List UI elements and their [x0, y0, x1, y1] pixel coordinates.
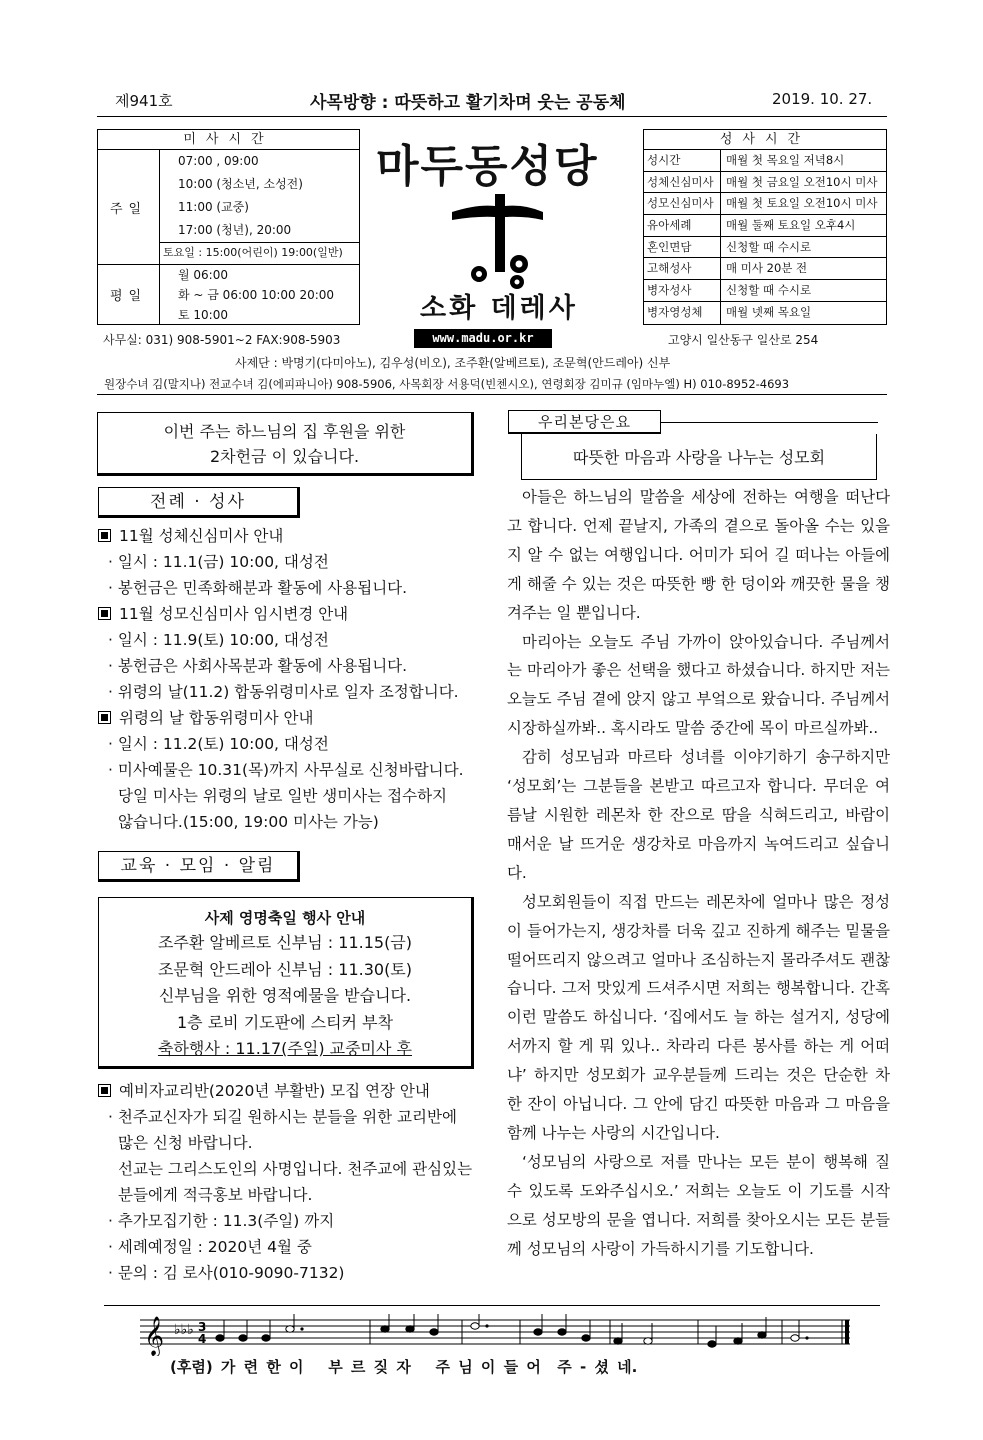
issue-number: 제941호 [115, 92, 173, 110]
sacrament-value: 매월 넷째 목요일 [726, 304, 812, 319]
staff-line: 원장수녀 김(말지나) 전교수녀 김(에피파니아) 908-5906, 사목회장 서용덕(빈첸시오), 연령회장 김미규 (임마누엘) H) 010-8952-4693 [104, 377, 790, 391]
sacrament-key: 성체신심미사 [644, 172, 721, 193]
list-item: · 추가모집기한 : 11.3(주일) 까지 [108, 1212, 335, 1230]
sacrament-value: 매월 첫 목요일 저녁8시 [726, 153, 845, 167]
office-contact: 사무실: 031) 908-5901~2 FAX:908-5903 [103, 333, 341, 347]
section-liturgy-title: 전례 · 성사 [98, 487, 300, 518]
list-item [98, 601, 483, 627]
weekday-time-2: 화 ~ 금 06:00 10:00 20:00 [178, 288, 335, 302]
sacrament-key: 유아세례 [644, 215, 721, 236]
sunday-time-1: 07:00 , 09:00 [178, 154, 259, 168]
list-item: · 봉헌금은 민족화해분과 활동에 사용됩니다. [108, 579, 408, 597]
cross-rose-logo [447, 190, 547, 290]
article-tab: 우리본당은요 [508, 410, 661, 434]
list-item [98, 705, 483, 731]
feast-event-line: 신부님을 위한 영적예물을 받습니다. [158, 986, 412, 1005]
list-item [98, 1078, 483, 1104]
list-item: 분들에게 적극홍보 바랍니다. [118, 1186, 313, 1204]
sacrament-times-box [643, 129, 887, 325]
article-paragraph: 아들은 하느님의 말씀을 세상에 전하는 여행을 떠난다고 합니다. 언제 끝날지, 가족의 곁으로 돌아올 수는 있을지 알 수 없는 여행입니다. 어미가 되어 길 떠나는 아들에게 해줄 수 있는 것은 따뜻한 빵 한 덩이와 깨끗한 물을 챙겨주는 일 뿐입니다. [507, 488, 890, 622]
offering-notice [97, 412, 474, 476]
list-item: 않습니다.(15:00, 19:00 미사는 가능) [118, 813, 379, 831]
sacrament-row [644, 302, 886, 324]
list-item: 선교는 그리스도인의 사명입니다. 천주교에 관심있는 [118, 1160, 473, 1178]
svg-text:4: 4 [198, 1332, 207, 1346]
mass-times-box [97, 129, 360, 325]
sacrament-value: 매월 둘째 토요일 오후4시 [726, 218, 856, 233]
list-item: · 천주교신자가 되길 원하시는 분들을 위한 교리반에 [108, 1108, 457, 1126]
contact-rule [97, 394, 887, 395]
feast-event-celebration: 축하행사 : 11.17(주일) 교중미사 후 [157, 1039, 413, 1058]
pastoral-motto: 사목방향 : 따뜻하고 활기차며 웃는 공동체 [310, 93, 626, 113]
website-url[interactable]: www.madu.or.kr [414, 329, 552, 348]
list-item: 많은 신청 바랍니다. [118, 1134, 253, 1152]
weekday-time-1: 월 06:00 [178, 268, 228, 282]
sacrament-row [644, 150, 886, 172]
sacrament-row [644, 172, 886, 194]
music-top-rule [104, 1305, 880, 1306]
list-item: · 일시 : 11.9(토) 10:00, 대성전 [108, 631, 329, 649]
music-staff [140, 1314, 852, 1356]
feast-event-line: 1층 로비 기도판에 스티커 부착 [177, 1012, 393, 1032]
list-item: · 봉헌금은 사회사목분과 활동에 사용됩니다. [108, 657, 408, 675]
priests-line: 사제단 : 박명기(다미아노), 김우성(비오), 조주환(알베르토), 조문혁(안드레아) 신부 [235, 356, 671, 370]
mass-times-title: 미사시간 [98, 130, 359, 150]
sacrament-key: 병자성사 [644, 280, 721, 301]
list-item [98, 523, 483, 549]
square-bullet-icon [98, 529, 111, 542]
hymn-lyrics: (후렴) 가 련 한 이 부 르 짖 자 주 님 이 들 어 주 - 셨 네. [170, 1358, 638, 1376]
church-address: 고양시 일산동구 일산로 254 [668, 333, 819, 347]
sunday-time-2: 10:00 (청소년, 소성전) [178, 177, 303, 191]
feast-event-line: 조주환 알베르토 신부님 : 11.15(금) [157, 933, 413, 952]
issue-date: 2019. 10. 27. [772, 90, 873, 108]
sacrament-key: 고해성사 [644, 258, 721, 279]
feast-event-title: 사제 영명축일 행사 안내 [204, 909, 366, 927]
church-name: 마두동성당 [376, 141, 599, 192]
list-item: · 일시 : 11.1(금) 10:00, 대성전 [108, 553, 329, 571]
article-tab-rule [660, 422, 878, 423]
sunday-time-3: 11:00 (교중) [178, 200, 249, 214]
square-bullet-icon [98, 1084, 111, 1097]
list-item: · 미사예물은 10.31(목)까지 사무실로 신청바랍니다. [108, 761, 464, 779]
sacrament-key: 성모신심미사 [644, 193, 721, 214]
item-heading: 11월 성모신심미사 임시변경 안내 [119, 605, 349, 623]
list-item: 당일 미사는 위령의 날로 일반 생미사는 접수하지 [118, 787, 448, 805]
sacrament-value: 매월 첫 금요일 오전10시 미사 [726, 174, 878, 189]
sacrament-key: 병자영성체 [644, 302, 721, 324]
offering-notice-line2: 2차헌금 이 있습니다. [209, 447, 360, 466]
article-paragraph: 마리아는 오늘도 주님 가까이 앉아있습니다. 주님께서는 마리아가 좋은 선택을 했다고 하셨습니다. 하지만 저는 오늘도 주님 곁에 앉지 않고 부엌으로 왔습니다. 주님께서 시장하실까봐.. 혹시라도 말씀 중간에 목이 마르실까봐.. [507, 632, 890, 738]
article-paragraph: ‘성모님의 사랑으로 저를 만나는 모든 분이 행복해 질 수 있도록 도와주십시오.’ 저희는 오늘도 이 기도를 시작으로 성모방의 문을 엽니다. 저희를 찾아오시는 모든 분들께 성모님의 사랑이 가득하시기를 기도합니다. [507, 1152, 890, 1258]
sunday-time-4: 17:00 (청년), 20:00 [178, 223, 292, 237]
sacrament-row [644, 237, 886, 259]
sacrament-value: 신청할 때 수시로 [726, 283, 812, 298]
svg-text:𝄞: 𝄞 [144, 1316, 165, 1356]
weekday-label: 평일 [98, 265, 160, 324]
sacrament-value: 신청할 때 수시로 [726, 239, 812, 254]
square-bullet-icon [98, 711, 111, 724]
feast-event-line: 조문혁 안드레아 신부님 : 11.30(토) [157, 959, 413, 979]
item-heading: 11월 성체신심미사 안내 [119, 527, 284, 545]
article-paragraph: 성모회원들이 직접 만드는 레몬차에 얼마나 많은 정성이 들어가는지, 생강차를 더욱 깊고 진하게 해주는 밑물을 떨어뜨리지 않으려고 얼마나 조심하는지 몰라주셔도 괜찮습니다. 그저 맛있게 드셔주시면 저희는 행복합니다. 간혹 이런 말씀도 하십니다. ‘집에서도 늘 하는 설거지, 성당에서까지 할 게 뭐 있나.. 차라리 다른 봉사를 하는 게 어떠냐’ 하지만 성모회가 교우분들께 드리는 것은 단순한 차 한 잔이 아닙니다. 그 안에 담긴 따뜻한 마음과 그 마음을 함께 나누는 사랑의 시간입니다. [507, 892, 890, 1142]
list-item: · 위령의 날(11.2) 합동위령미사로 일자 조정합니다. [108, 683, 459, 701]
weekday-time-3: 토 10:00 [178, 308, 228, 322]
feast-event-box [98, 897, 474, 1069]
sacrament-row [644, 258, 886, 280]
article-paragraph: 감히 성모님과 마르타 성녀를 이야기하기 송구하지만 ‘성모회’는 그분들을 본받고 따르고자 합니다. 무더운 여름날 시원한 레몬차 한 잔으로 땀을 식혀드리고, 바람이 매서운 날 뜨거운 생강차로 마음까지 녹여드리고 싶습니다. [507, 748, 890, 882]
square-bullet-icon [98, 607, 111, 620]
sacrament-value: 매 미사 20분 전 [726, 261, 808, 276]
offering-notice-line1: 이번 주는 하느님의 집 후원을 위한 [163, 422, 406, 441]
liturgy-items [98, 523, 483, 835]
sunday-label: 주일 [98, 150, 160, 264]
list-item: · 세례예정일 : 2020년 4월 중 [108, 1238, 312, 1256]
saturday-time: 토요일 : 15:00(어린이) 19:00(일반) [160, 242, 359, 263]
list-item: · 문의 : 김 로사(010-9090-7132) [108, 1264, 345, 1282]
sacrament-row [644, 215, 886, 237]
article-title: 따뜻한 마음과 사랑을 나누는 성모회 [521, 434, 877, 480]
item-heading: 위령의 날 합동위령미사 안내 [119, 709, 314, 727]
sacrament-key: 성시간 [644, 150, 721, 171]
svg-text:♭♭♭: ♭♭♭ [174, 1322, 194, 1338]
svg-text:3: 3 [198, 1320, 207, 1334]
sacrament-row [644, 280, 886, 302]
section-education-title: 교육 · 모임 · 알림 [98, 851, 300, 882]
sacrament-row [644, 193, 886, 215]
patron-saint: 소화 데레사 [420, 293, 578, 324]
sacrament-key: 혼인면담 [644, 237, 721, 258]
education-items [98, 1078, 483, 1286]
list-item: · 일시 : 11.2(토) 10:00, 대성전 [108, 735, 329, 753]
article-body [507, 483, 890, 1263]
item-heading: 예비자교리반(2020년 부활반) 모집 연장 안내 [119, 1082, 430, 1100]
header-rule [97, 116, 887, 117]
sacrament-times-title: 성사시간 [644, 130, 886, 150]
sacrament-value: 매월 첫 토요일 오전10시 미사 [726, 196, 878, 211]
